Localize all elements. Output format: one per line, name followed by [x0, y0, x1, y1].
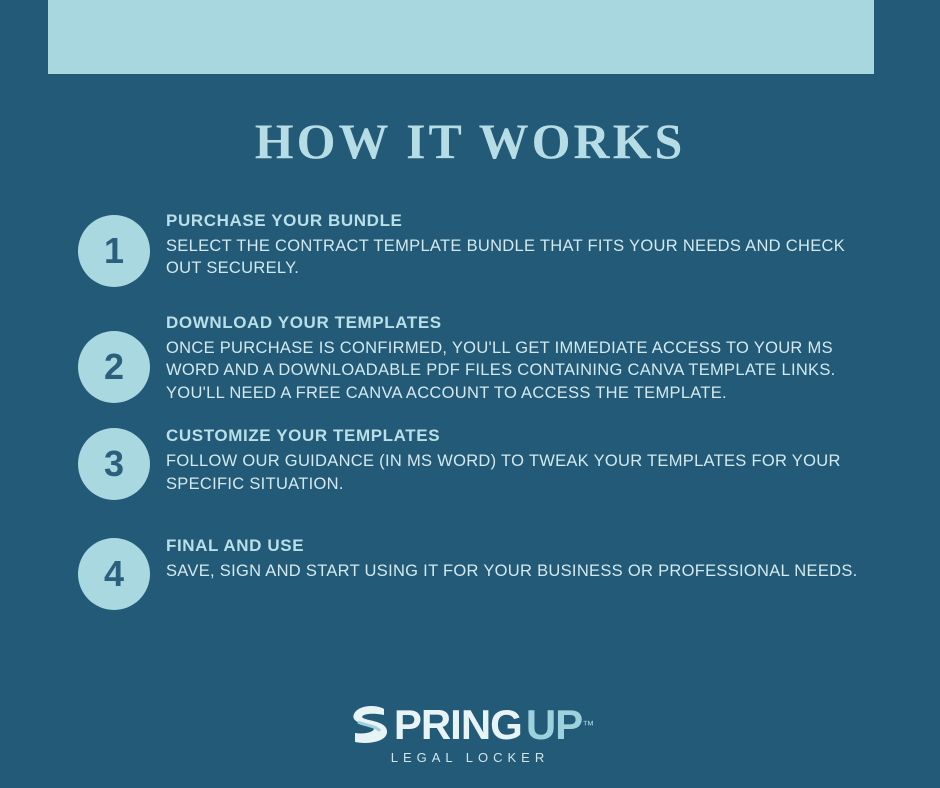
logo-row	[346, 702, 594, 748]
s-swoosh-icon	[346, 702, 392, 748]
step-number-badge: 1	[78, 215, 150, 287]
list-item	[78, 205, 868, 287]
step-number-badge: 2	[78, 331, 150, 403]
step-text: SAVE, SIGN AND START USING IT FOR YOUR BUSINESS OR PROFESSIONAL NEEDS.	[166, 562, 858, 581]
brand-logo	[0, 702, 940, 765]
logo-word-primary: PRING	[393, 701, 522, 748]
top-banner	[48, 0, 874, 74]
list-item	[78, 420, 868, 500]
step-number-badge: 4	[78, 538, 150, 610]
step-body	[166, 530, 868, 582]
trademark-symbol: ™	[582, 718, 595, 732]
step-heading: FINAL AND USE	[166, 536, 305, 556]
step-body	[166, 307, 868, 404]
step-number-badge: 3	[78, 428, 150, 500]
list-item	[78, 530, 868, 610]
steps-list	[78, 205, 868, 632]
step-body	[166, 420, 868, 495]
logo-tagline: LEGAL LOCKER	[390, 750, 550, 765]
step-text: SELECT THE CONTRACT TEMPLATE BUNDLE THAT FITS YOUR NEEDS AND CHECK OUT SECURELY.	[166, 237, 846, 278]
page-title: HOW IT WORKS	[254, 113, 686, 169]
logo-word-secondary: UP	[525, 701, 583, 748]
step-heading: DOWNLOAD YOUR TEMPLATES	[166, 313, 442, 332]
step-body	[166, 205, 868, 280]
step-text: FOLLOW OUR GUIDANCE (IN MS WORD) TO TWEAK YOUR TEMPLATES FOR YOUR SPECIFIC SITUATION.	[166, 452, 841, 493]
list-item	[78, 307, 868, 404]
step-heading: CUSTOMIZE YOUR TEMPLATES	[166, 426, 441, 446]
step-heading: PURCHASE YOUR BUNDLE	[166, 211, 403, 230]
step-text: ONCE PURCHASE IS CONFIRMED, YOU'LL GET IMMEDIATE ACCESS TO YOUR MS WORD AND A DOWNLOADABLE PDF FILES CONTAINING CANVA TEMPLATE LINKS. YOU'LL NEED A FREE CANVA ACCOUNT TO ACCESS THE TEMPLATE.	[166, 339, 836, 402]
